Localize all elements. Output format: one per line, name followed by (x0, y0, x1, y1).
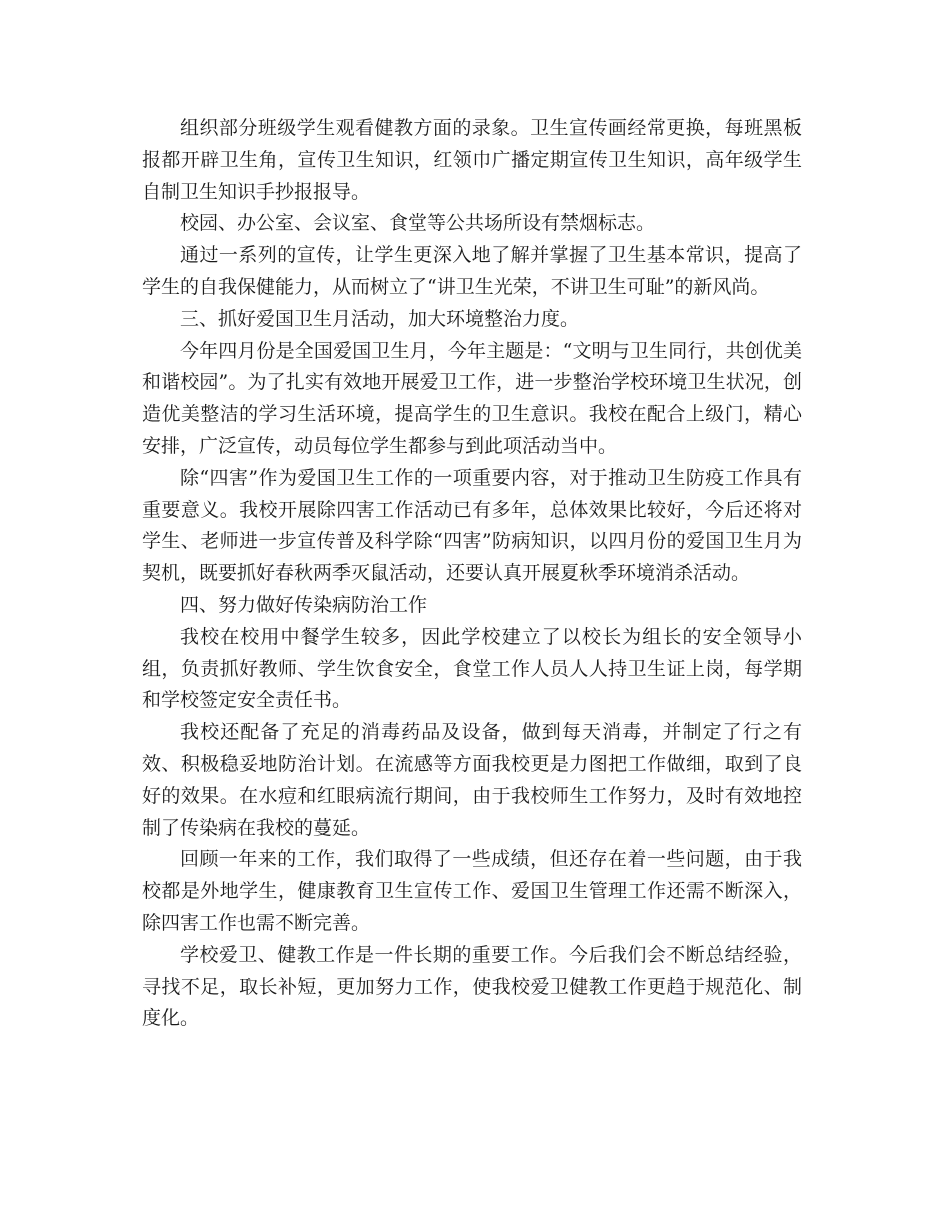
paragraph-disinfection: 我校还配备了充足的消毒药品及设备，做到每天消毒，并制定了行之有效、积极稳妥地防治计划。在流感等方面我校更是力图把工作做细，取到了良好的效果。在水痘和红眼病流行期间，由于我校师生工作努力，及时有效地控制了传染病在我校的蔓延。 (142, 721, 802, 839)
paragraph-food-safety: 我校在校用中餐学生较多，因此学校建立了以校长为组长的安全领导小组，负责抓好教师、学生饮食安全，食堂工作人员人人持卫生证上岗，每学期和学校签定安全责任书。 (142, 625, 802, 712)
paragraph-health-education-media: 组织部分班级学生观看健教方面的录象。卫生宣传画经常更换，每班黑板报都开辟卫生角，宣传卫生知识，红领巾广播定期宣传卫生知识，高年级学生自制卫生知识手抄报报导。 (142, 117, 802, 203)
section-heading-infectious-disease: 四、努力做好传染病防治工作 (180, 593, 428, 616)
paragraph-four-pests: 除“四害”作为爱国卫生工作的一项重要内容，对于推动卫生防疫工作具有重要意义。我校开展除四害工作活动已有多年，总体效果比较好，今后还将对学生、老师进一步宣传普及科学除“四害”防病知识，以四月份的爱国卫生月为契机，既要抓好春秋两季灭鼠活动，还要认真开展夏秋季环境消杀活动。 (142, 466, 802, 585)
paragraph-publicity-results: 通过一系列的宣传，让学生更深入地了解并掌握了卫生基本常识，提高了学生的自我保健能力，从而树立了“讲卫生光荣，不讲卫生可耻”的新风尚。 (142, 244, 802, 298)
paragraph-conclusion: 学校爱卫、健教工作是一件长期的重要工作。今后我们会不断总结经验，寻找不足，取长补短，更加努力工作，使我校爱卫健教工作更趋于规范化、制度化。 (142, 943, 802, 1030)
paragraph-review: 回顾一年来的工作，我们取得了一些成绩，但还存在着一些问题，由于我校都是外地学生，健康教育卫生宣传工作、爱国卫生管理工作还需不断深入，除四害工作也需不断完善。 (142, 848, 802, 934)
paragraph-april-health-month: 今年四月份是全国爱国卫生月，今年主题是：“文明与卫生同行，共创优美和谐校园”。为了扎实有效地开展爱卫工作，进一步整治学校环境卫生状况，创造优美整洁的学习生活环境，提高学生的卫生意识。我校在配合上级门，精心安排，广泛宣传，动员每位学生都参与到此项活动当中。 (142, 339, 802, 457)
section-heading-patriotic-health-month: 三、抓好爱国卫生月活动，加大环境整治力度。 (180, 307, 580, 330)
paragraph-no-smoking-signs: 校园、办公室、会议室、食堂等公共场所设有禁烟标志。 (180, 212, 656, 235)
document-body (142, 113, 802, 1035)
